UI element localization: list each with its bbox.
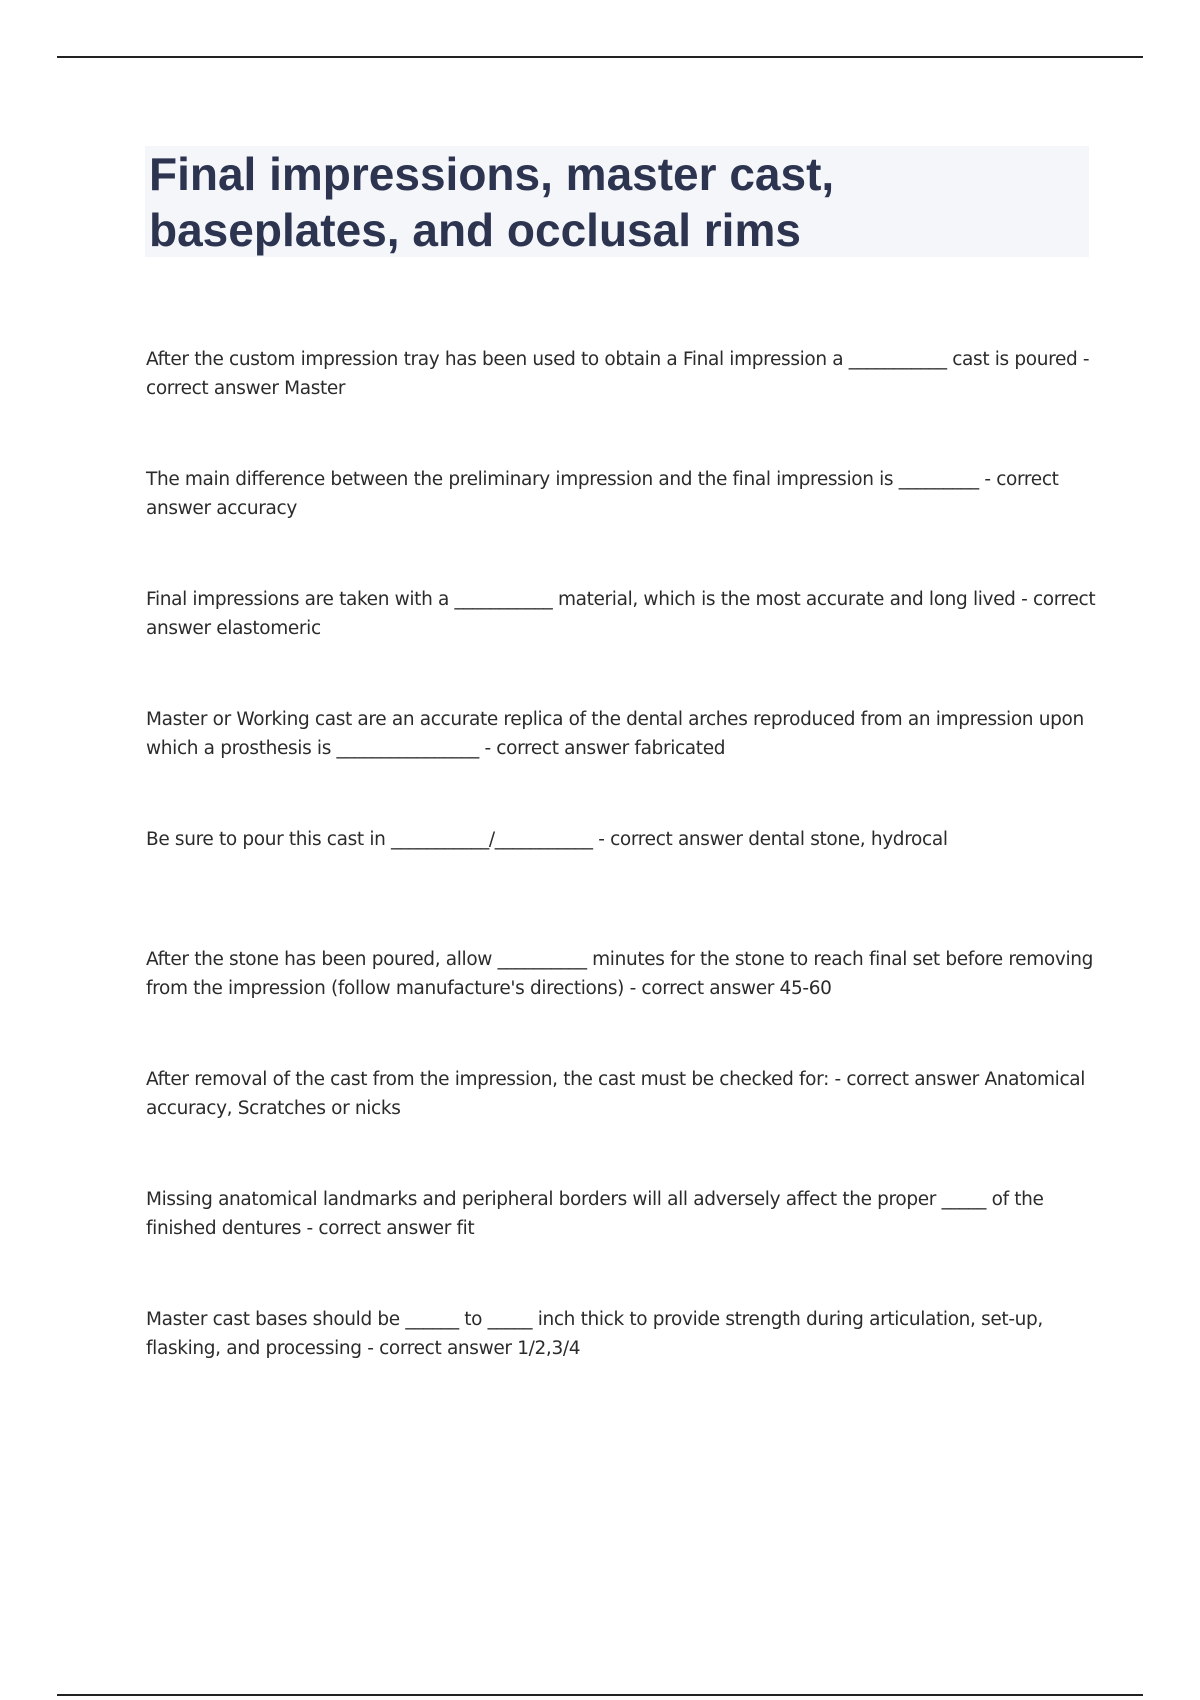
- qa-item: After the custom impression tray has been used to obtain a Final impression a ___________ cast is poured - correct answer Master: [146, 349, 1090, 399]
- page-title: Final impressions, master cast, baseplates, and occlusal rims: [149, 148, 835, 256]
- title-banner: [145, 146, 1089, 257]
- qa-item: Missing anatomical landmarks and peripheral borders will all adversely affect the proper _____ of the finished dentures - correct answer fit: [146, 1189, 1044, 1239]
- qa-item: After removal of the cast from the impression, the cast must be checked for: - correct answer Anatomical accuracy, Scratches or nicks: [146, 1069, 1086, 1119]
- bottom-divider: [57, 1694, 1143, 1696]
- top-divider: [57, 56, 1143, 58]
- qa-item: Master or Working cast are an accurate replica of the dental arches reproduced from an impression upon which a prosthesis is ________________ - correct answer fabricated: [146, 709, 1084, 759]
- qa-item: Final impressions are taken with a ___________ material, which is the most accurate and long lived - correct answer elastomeric: [146, 589, 1096, 639]
- qa-list: [146, 345, 1096, 1425]
- qa-item: The main difference between the preliminary impression and the final impression is _________ - correct answer accuracy: [146, 469, 1059, 519]
- qa-item: Be sure to pour this cast in ___________/___________ - correct answer dental stone, hydrocal: [146, 829, 948, 850]
- qa-item: Master cast bases should be ______ to _____ inch thick to provide strength during articulation, set-up, flasking, and processing - correct answer 1/2,3/4: [146, 1309, 1043, 1359]
- qa-item: After the stone has been poured, allow __________ minutes for the stone to reach final set before removing from the impression (follow manufacture's directions) - correct answer 45-60: [146, 949, 1093, 999]
